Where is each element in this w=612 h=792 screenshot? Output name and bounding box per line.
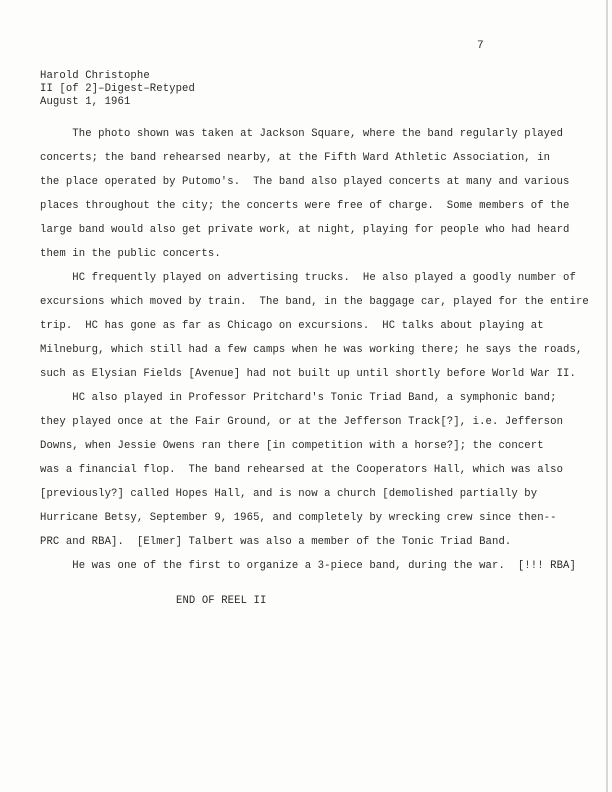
interview-date: August 1, 1961 (40, 96, 131, 108)
text-line: large band would also get private work, at night, playing for people who had heard (40, 224, 570, 236)
text-line: Milneburg, which still had a few camps when he was working there; he says the roads, (40, 344, 583, 356)
end-of-reel-marker: END OF REEL II (176, 595, 267, 607)
text-line: was a financial flop. The band rehearsed at the Cooperators Hall, which was also (40, 464, 564, 476)
text-line: trip. HC has gone as far as Chicago on excursions. HC talks about playing at (40, 320, 544, 332)
text-line: them in the public concerts. (40, 248, 221, 260)
text-line: concerts; the band rehearsed nearby, at the Fifth Ward Athletic Association, in (40, 152, 551, 164)
text-line: PRC and RBA]. [Elmer] Talbert was also a member of the Tonic Triad Band. (40, 536, 512, 548)
reel-info: II [of 2]–Digest–Retyped (40, 83, 195, 95)
text-line: HC frequently played on advertising trucks. He also played a goodly number of (40, 272, 576, 284)
text-line: places throughout the city; the concerts were free of charge. Some members of the (40, 200, 570, 212)
text-line: He was one of the first to organize a 3-piece band, during the war. [!!! RBA] (40, 560, 576, 572)
text-line: The photo shown was taken at Jackson Square, where the band regularly played (40, 128, 564, 140)
text-line: Hurricane Betsy, September 9, 1965, and completely by wrecking crew since then-- (40, 512, 557, 524)
page-number: 7 (477, 40, 484, 52)
text-line: HC also played in Professor Pritchard's Tonic Triad Band, a symphonic band; (40, 392, 557, 404)
text-line: Downs, when Jessie Owens ran there [in competition with a horse?]; the concert (40, 440, 544, 452)
scan-edge (606, 0, 608, 792)
document-header (40, 70, 195, 109)
text-line: [previously?] called Hopes Hall, and is now a church [demolished partially by (40, 488, 538, 500)
text-line: they played once at the Fair Ground, or at the Jefferson Track[?], i.e. Jefferson (40, 416, 564, 428)
text-line: such as Elysian Fields [Avenue] had not built up until shortly before World War II. (40, 368, 576, 380)
text-line: excursions which moved by train. The band, in the baggage car, played for the entire (40, 296, 589, 308)
interviewee-name: Harold Christophe (40, 70, 150, 82)
text-line: the place operated by Putomo's. The band also played concerts at many and various (40, 176, 570, 188)
